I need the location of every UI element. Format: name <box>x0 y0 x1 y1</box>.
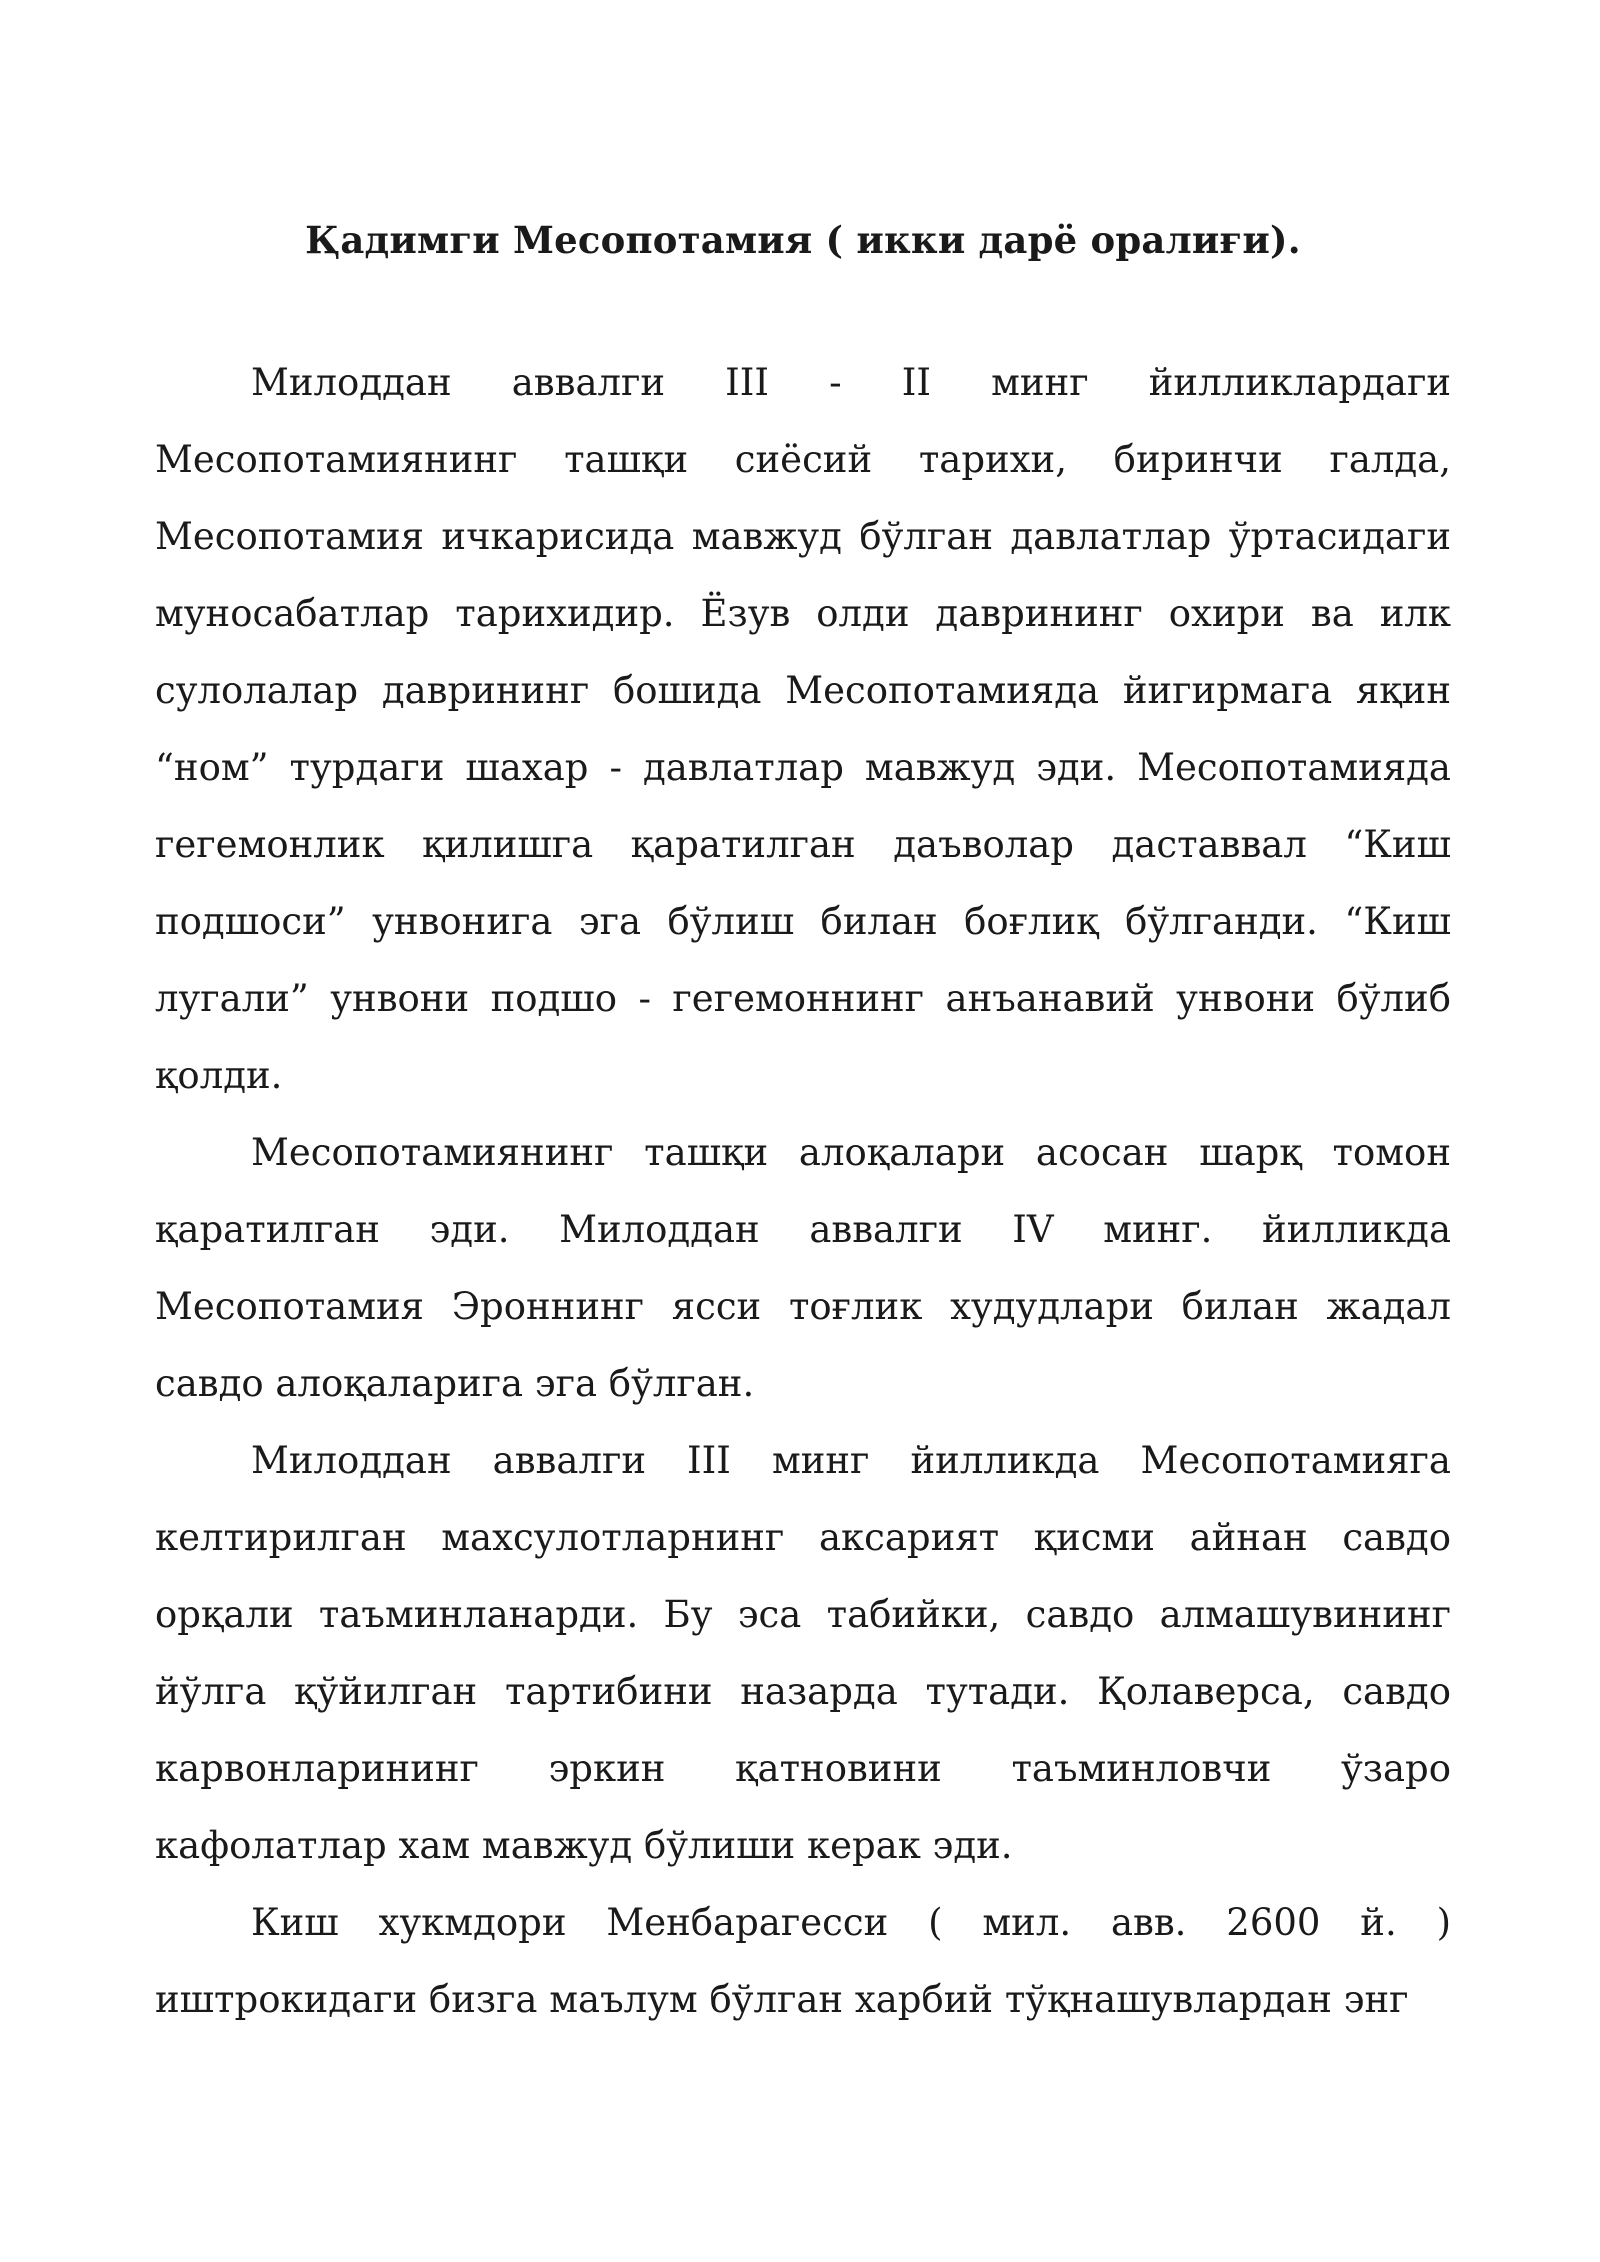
document-title: Қадимги Месопотамия ( икки дарё оралиғи). <box>305 218 1301 262</box>
paragraph: Киш хукмдори Менбарагесси ( мил. авв. 2600 й. ) иштрокидаги бизга маълум бўлган харбий тўқнашувлардан энг <box>155 1901 1451 2022</box>
paragraph: Милоддан аввалги III минг йилликда Месопотамияга келтирилган махсулотларнинг аксарият қисми айнан савдо орқали таъминланарди. Бу эса табийки, савдо алмашувининг йўлга қўйилган тартибини назарда тутади. Қолаверса, савдо карвонларининг эркин қатновини таъминловчи ўзаро кафолатлар хам мавжуд бўлиши керак эди. <box>155 1439 1451 1868</box>
document-page <box>155 218 1451 2038</box>
paragraph: Месопотамиянинг ташқи алоқалари асосан шарқ томон қаратилган эди. Милоддан аввалги IV минг. йилликда Месопотамия Эроннинг ясси тоғлик худудлари билан жадал савдо алоқаларига эга бўлган. <box>155 1131 1451 1406</box>
document-body <box>155 344 1451 2038</box>
paragraph: Милоддан аввалги III - II минг йилликлардаги Месопотамиянинг ташқи сиёсий тарихи, биринчи галда, Месопотамия ичкарисида мавжуд бўлган давлатлар ўртасидаги муносабатлар тарихидир. Ёзув олди даврининг охири ва илк сулолалар даврининг бошида Месопотамияда йигирмага яқин “ном” турдаги шахар - давлатлар мавжуд эди. Месопотамияда гегемонлик қилишга қаратилган даъволар даставвал “Киш подшоси” унвонига эга бўлиш билан боғлиқ бўлганди. “Киш лугали” унвони подшо - гегемоннинг анъанавий унвони бўлиб қолди. <box>155 361 1451 1098</box>
